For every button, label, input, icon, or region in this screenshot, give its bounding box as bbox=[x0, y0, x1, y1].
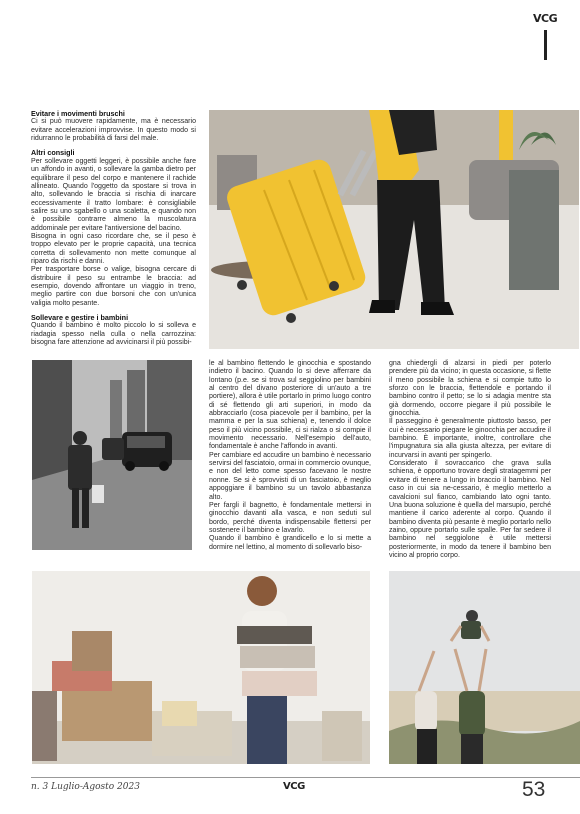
photo-parents-lifting-child bbox=[389, 571, 580, 764]
decorative-bar bbox=[544, 30, 547, 60]
paragraph: Considerato il sovraccarico che grava sulla schiena, è opportuno trovare degli stratagemmi per evitare di tenere a lungo in braccio il bambino. Nel caso in cui sia ne-cessario, è meglio metterlo a cavalcioni sul fianco, cambiando lato ogni tanto. Una buona soluzione è quella del marsupio, perché mantiene il carico aderente al corpo. Quando il bambino diventa più pesante è meglio portarlo nello zaino, oppure portarlo sulle spalle. Per far sedere il bambino nel seggiolone è utile mettersi posteriormente, in modo da tenere il bambino ben vicino al proprio corpo. bbox=[389, 460, 551, 559]
paragraph: Quando il bambino è grandicello e lo si mette a dormire nel lettino, al momento di sollevarlo biso- bbox=[209, 535, 371, 551]
text-column-right bbox=[389, 360, 551, 560]
section-heading: Altri consigli bbox=[31, 148, 75, 158]
text-column-middle bbox=[209, 360, 371, 552]
text-column-left bbox=[31, 110, 196, 347]
paragraph: Per trasportare borse o valige, bisogna cercare di distribuire il peso su entrambe le braccia: ad esempio, dovendo affrontare un viaggio in treno, meglio partire con due borsoni che con un'unica valigia molto pesante. bbox=[31, 266, 196, 307]
issue-date: n. 3 Luglio-Agosto 2023 bbox=[31, 782, 140, 792]
paragraph: Ci si può muovere rapidamente, ma è necessario evitare accelerazioni improvvise. In questo modo si ridurranno le probabilità di farsi del male. bbox=[31, 118, 196, 143]
section-heading: Evitare i movimenti bruschi bbox=[31, 109, 125, 118]
photo-woman-with-suitcase bbox=[209, 110, 579, 349]
magazine-logo: VCG bbox=[533, 12, 558, 25]
paragraph: Quando il bambino è molto piccolo lo si solleva e riadagia spesso nella culla o nella carrozzina: bisogna fare attenzione ad avvicinarsi il più possibi- bbox=[31, 322, 196, 347]
footer-logo: VCG bbox=[283, 781, 305, 792]
footer-rule bbox=[31, 777, 580, 778]
paragraph: le al bambino flettendo le ginocchia e spostando indietro il bacino. Quando lo si deve afferrare da lontano (p.e. se si trova sul seggiolino per bambini al centro del divano posteriore di un'auto a tre portiere), allora è utile portarlo in primo luogo contro di sé flettendo gli arti superiori, in modo da abbracciarlo (cosa piacevole per il bambino, per la mamma e per la sua schiena) e, tenendo il dolce peso il più vicino possibile, ci si rialza o si compie il movimento necessario. Nell'esempio dell'auto, fondamentale è anche l'affondo in avanti. bbox=[209, 360, 371, 451]
paragraph: Per cambiare ed accudire un bambino è necessario servirsi del fasciatoio, ormai in commercio ovunque, e non del letto come spesso facevano le nostre nonne. Se si è sprovvisti di un fasciatoio, è meglio appoggiare il bambino su un tavolo abbastanza alto. bbox=[209, 451, 371, 501]
paragraph: Bisogna in ogni caso ricordare che, se il peso è troppo elevato per le proprie capacità, una tecnica corretta di sollevamento non mette comunque al riparo da rischi e danni. bbox=[31, 232, 196, 265]
paragraph: Per sollevare oggetti leggeri, è possibile anche fare un affondo in avanti, o sollevare la gamba dietro per equilibrare il peso del corpo e mantenere il rachide allineato. Quando l'oggetto da spostare si trova in alto, sollevando le braccia si rischia di inarcare eccessivamente il tratto lombare: è consigliabile salire su uno sgabello o una scaletta, e quando non è possibile contrarre almeno la muscolatura addominale per evitare l'antiversione del bacino. bbox=[31, 157, 196, 232]
page-number: 53 bbox=[522, 778, 546, 801]
paragraph: Per fargli il bagnetto, è fondamentale mettersi in ginocchio davanti alla vasca, e non seduti sul bordo, perché diventa indispensabile flettersi per sostenere il bambino e lavarlo. bbox=[209, 501, 371, 534]
paragraph: Il passeggino è generalmente piuttosto basso, per cui è necessario piegare le ginocchia per accudire il bambino. È importante, inoltre, controllare che l'impugnatura sia alla giusta altezza, per evitare di incurvarsi in avanti per spingerlo. bbox=[389, 418, 551, 459]
photo-street-with-bags bbox=[32, 360, 192, 550]
photo-woman-carrying-boxes bbox=[32, 571, 370, 764]
paragraph: gna chiedergli di alzarsi in piedi per poterlo prendere più da vicino; in questa occasione, si flette il meno possibile la schiena e si compie tutto lo sforzo con le braccia, flettendole e portando il bambino contro il petto; se lo si adagia mentre sta già dormendo, occorre piegare il più possibile le ginocchia. bbox=[389, 360, 551, 418]
section-heading: Sollevare e gestire i bambini bbox=[31, 313, 129, 323]
